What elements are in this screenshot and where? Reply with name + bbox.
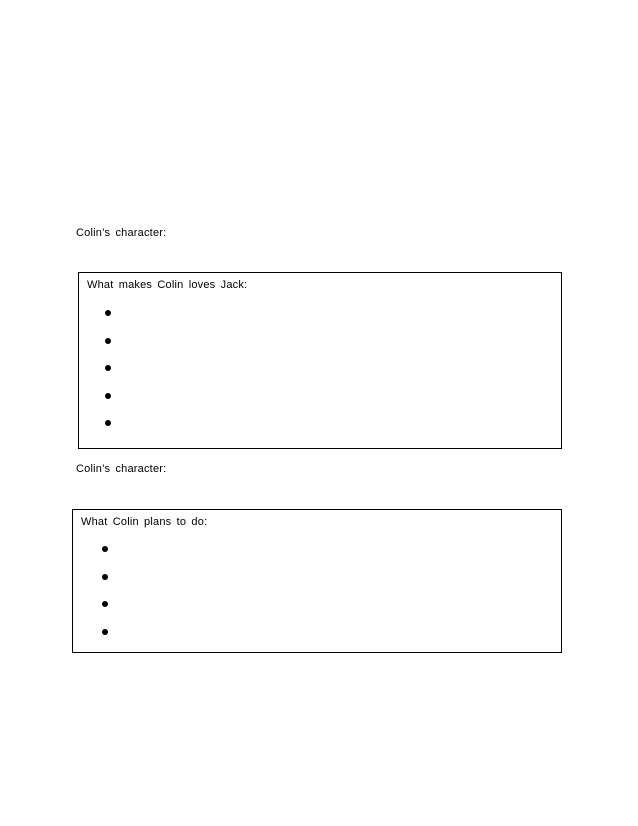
section-two-box (72, 509, 562, 653)
section-two-bullet-2 (102, 574, 108, 580)
section-two-box-title: What Colin plans to do: (81, 516, 208, 528)
section-one-bullet-3 (105, 365, 111, 371)
section-one-bullet-5 (105, 420, 111, 426)
section-one-box-title: What makes Colin loves Jack: (87, 279, 248, 291)
section-one-heading: Colin’s character: (76, 227, 167, 239)
section-one-bullet-1 (105, 310, 111, 316)
section-one-bullet-2 (105, 338, 111, 344)
section-two-heading: Colin’s character: (76, 463, 167, 475)
section-two-bullet-1 (102, 546, 108, 552)
section-two-bullet-3 (102, 601, 108, 607)
section-two-bullet-4 (102, 629, 108, 635)
section-one-bullet-4 (105, 393, 111, 399)
section-one-box (78, 272, 562, 449)
